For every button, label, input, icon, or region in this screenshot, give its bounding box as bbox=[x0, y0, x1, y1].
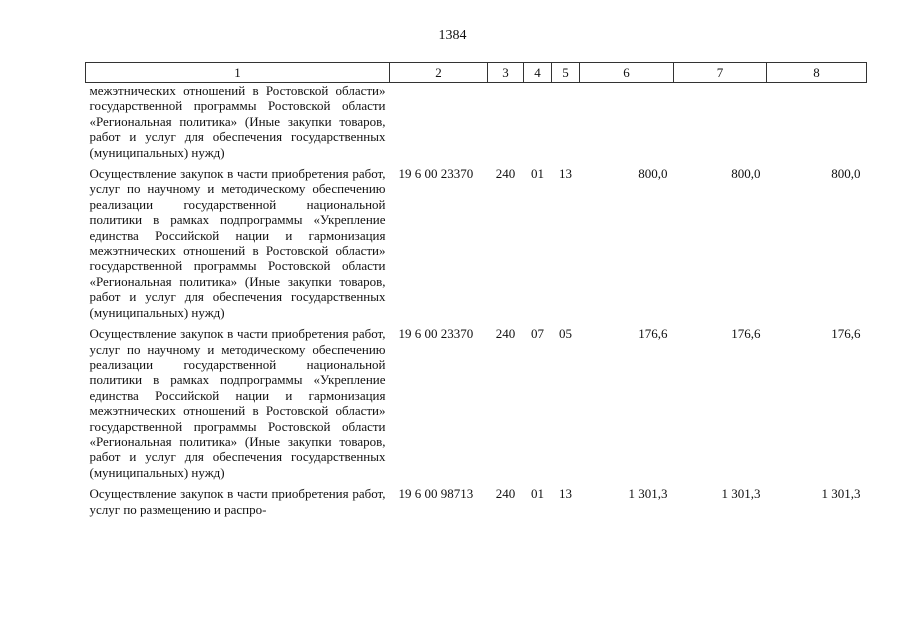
table-row bbox=[86, 166, 867, 326]
row-amount-col8: 176,6 bbox=[831, 326, 861, 342]
row-subsection: 13 bbox=[559, 486, 572, 502]
budget-table-container bbox=[85, 62, 866, 523]
row-section: 01 bbox=[531, 166, 544, 182]
column-header-4: 4 bbox=[524, 63, 552, 83]
row-section bbox=[524, 83, 552, 167]
table-body bbox=[86, 83, 867, 523]
row-amount-col7 bbox=[674, 83, 767, 167]
row-amount-col6 bbox=[580, 83, 674, 167]
row-description: межэтнических отношений в Ростовской области» государственной программы Ростовской области «Региональная политика» (Иные закупки товаров, работ и услуг для обеспечения государственных (муниципальных) нужд) bbox=[89, 83, 386, 160]
column-header-3: 3 bbox=[488, 63, 524, 83]
row-description: Осуществление закупок в части приобретения работ, услуг по научному и методическому обеспечению реализации государственной национальной политики в рамках подпрограммы «Укрепление единства Российской нации и гармонизация межэтнических отношений в Ростовской области» государственной программы Ростовской области «Региональная политика» (Иные закупки товаров, работ и услуг для обеспечения государственных (муниципальных) нужд) bbox=[89, 326, 386, 480]
row-subsection bbox=[552, 83, 580, 167]
row-expense-type: 240 bbox=[495, 486, 516, 502]
column-header-6: 6 bbox=[580, 63, 674, 83]
table-header bbox=[86, 63, 867, 83]
row-description: Осуществление закупок в части приобретения работ, услуг по научному и методическому обеспечению реализации государственной национальной политики в рамках подпрограммы «Укрепление единства Российской нации и гармонизация межэтнических отношений в Ростовской области» государственной программы Ростовской области «Региональная политика» (Иные закупки товаров, работ и услуг для обеспечения государственных (муниципальных) нужд) bbox=[89, 166, 386, 320]
page-number: 1384 bbox=[438, 28, 467, 43]
row-amount-col8: 1 301,3 bbox=[821, 486, 861, 502]
row-amount-col8 bbox=[767, 83, 867, 167]
column-header-2: 2 bbox=[390, 63, 488, 83]
row-amount-col7: 800,0 bbox=[731, 166, 761, 182]
header-row bbox=[86, 63, 867, 83]
row-description: Осуществление закупок в части приобретения работ, услуг по размещению и распро- bbox=[89, 486, 386, 517]
row-subsection: 13 bbox=[559, 166, 572, 182]
row-section: 07 bbox=[531, 326, 544, 342]
row-expense-type: 240 bbox=[495, 326, 516, 342]
table-row bbox=[86, 326, 867, 486]
column-header-7: 7 bbox=[674, 63, 767, 83]
table-row bbox=[86, 486, 867, 523]
row-target-code: 19 6 00 23370 bbox=[398, 326, 474, 342]
row-amount-col7: 176,6 bbox=[731, 326, 761, 342]
row-amount-col8: 800,0 bbox=[831, 166, 861, 182]
column-header-8: 8 bbox=[767, 63, 867, 83]
row-amount-col6: 176,6 bbox=[638, 326, 668, 342]
column-header-1: 1 bbox=[86, 63, 390, 83]
row-expense-type: 240 bbox=[495, 166, 516, 182]
table-row bbox=[86, 83, 867, 167]
row-amount-col6: 800,0 bbox=[638, 166, 668, 182]
row-amount-col7: 1 301,3 bbox=[721, 486, 761, 502]
row-subsection: 05 bbox=[559, 326, 572, 342]
budget-table bbox=[85, 62, 867, 523]
row-target-code bbox=[390, 83, 488, 167]
row-target-code: 19 6 00 23370 bbox=[398, 166, 474, 182]
row-target-code: 19 6 00 98713 bbox=[398, 486, 474, 502]
row-amount-col6: 1 301,3 bbox=[628, 486, 668, 502]
row-expense-type bbox=[488, 83, 524, 167]
row-section: 01 bbox=[531, 486, 544, 502]
column-header-5: 5 bbox=[552, 63, 580, 83]
